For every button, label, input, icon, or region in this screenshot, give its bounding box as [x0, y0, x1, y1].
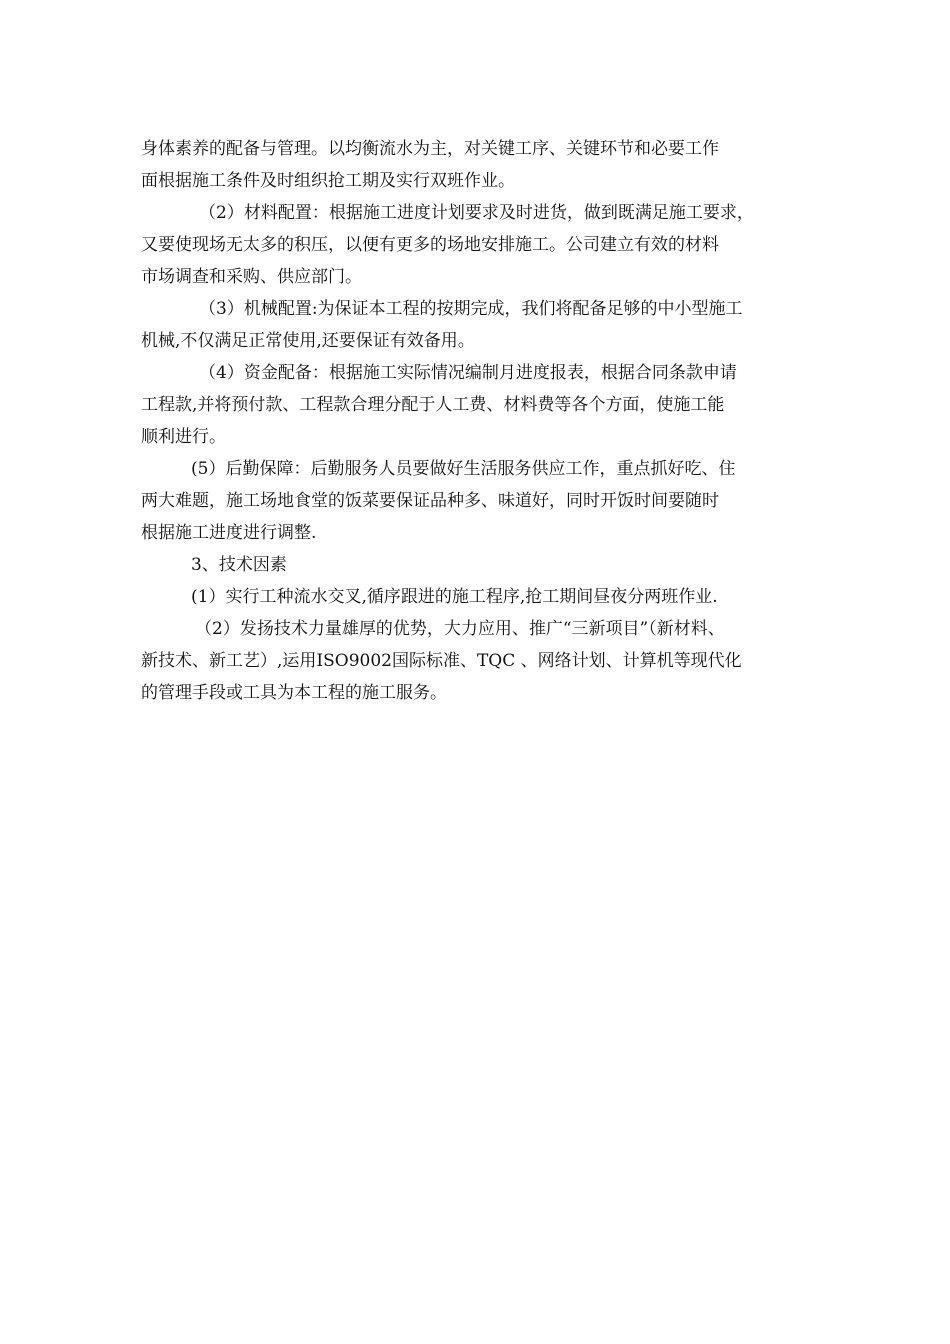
text-line: （3）机械配置:为保证本工程的按期完成，我们将配备足够的中小型施工 [199, 299, 743, 319]
paragraph-machinery-allocation [141, 293, 821, 357]
text-line: 根据施工进度进行调整. [141, 523, 317, 543]
document-body [141, 133, 821, 709]
text-line: (5）后勤保障：后勤服务人员要做好生活服务供应工作，重点抓好吃、住 [191, 459, 736, 479]
text-line: 的管理手段或工具为本工程的施工服务。 [141, 683, 447, 703]
paragraph-material-allocation [141, 197, 821, 293]
paragraph-technical-item-1 [141, 581, 821, 613]
paragraph-logistics-support [141, 453, 821, 549]
paragraph-personnel-continued [141, 133, 821, 197]
section-heading: 3、技术因素 [191, 555, 287, 575]
text-line: (1）实行工种流水交叉,循序跟进的施工程序,抢工期间昼夜分两班作业. [191, 587, 718, 607]
text-line: 两大难题，施工场地食堂的饭菜要保证品种多、味道好，同时开饭时间要随时 [141, 491, 719, 511]
text-line: 新技术、新工艺）,运用ISO9002国际标准、TQC 、网络计划、计算机等现代化 [141, 651, 742, 671]
text-line: （2）发扬技术力量雄厚的优势，大力应用、推广“三新项目”（新材料、 [195, 619, 725, 639]
paragraph-technical-item-2 [141, 613, 821, 709]
text-line: 市场调查和采购、供应部门。 [141, 267, 362, 287]
text-line: 又要使现场无太多的积压，以便有更多的场地安排施工。公司建立有效的材料 [141, 235, 719, 255]
text-line: 面根据施工条件及时组织抢工期及实行双班作业。 [141, 171, 515, 191]
text-line: 工程款,并将预付款、工程款合理分配于人工费、材料费等各个方面，使施工能 [141, 395, 725, 415]
text-line: 机械,不仅满足正常使用,还要保证有效备用。 [141, 331, 475, 351]
text-line: （4）资金配备：根据施工实际情况编制月进度报表，根据合同条款申请 [199, 363, 737, 383]
text-line: 身体素养的配备与管理。以均衡流水为主，对关键工序、关键环节和必要工作 [141, 139, 719, 159]
text-line: 顺利进行。 [141, 427, 226, 447]
section-heading-technical-factors [141, 549, 821, 581]
paragraph-funding-allocation [141, 357, 821, 453]
text-line: （2）材料配置：根据施工进度计划要求及时进货，做到既满足施工要求， [199, 203, 754, 223]
